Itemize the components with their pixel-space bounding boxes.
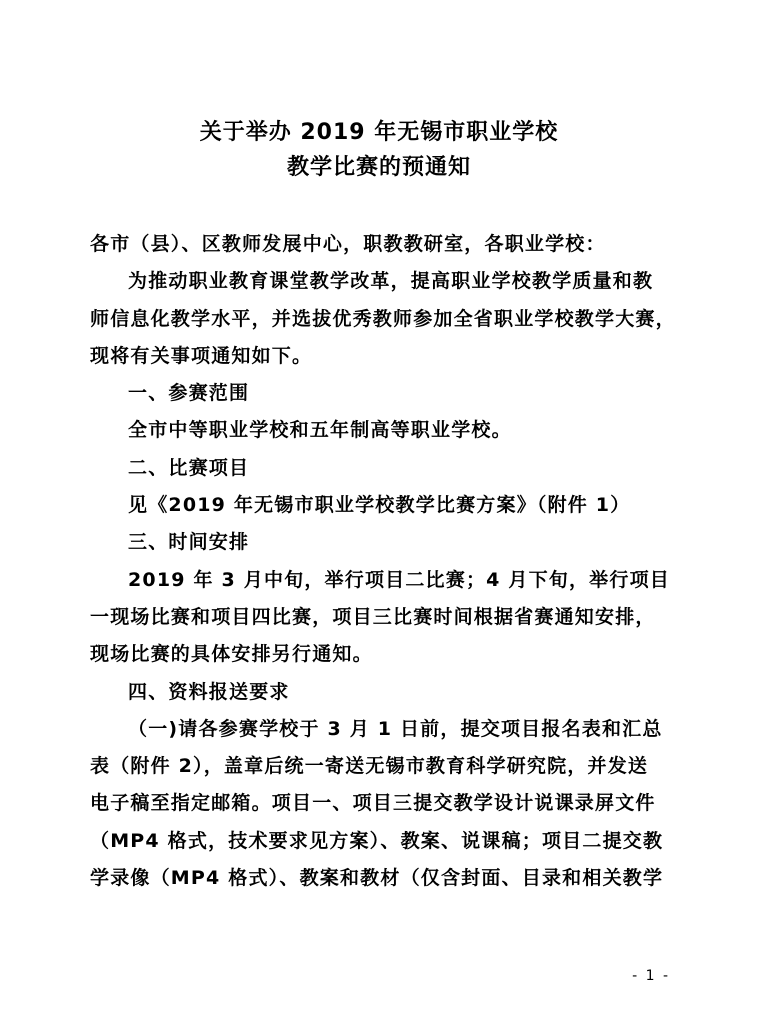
body-line: 见《2019 年无锡市职业学校教学比赛方案》（附件 1）	[128, 494, 631, 517]
body-line: 为推动职业教育课堂教学改革，提高职业学校教学质量和教	[128, 270, 654, 293]
title-line-2: 教学比赛的预通知	[286, 155, 471, 180]
body-line: 一现场比赛和项目四比赛，项目三比赛时间根据省赛通知安排，	[90, 605, 656, 628]
body-line-salutation: 各市（县）、区教师发展中心，职教教研室，各职业学校：	[90, 233, 606, 255]
title-line-1: 关于举办 2019 年无锡市职业学校	[199, 120, 559, 145]
body-line: 电子稿至指定邮箱。项目一、项目三提交教学设计说课录屏文件	[90, 792, 656, 815]
body-line-section-1: 一、参赛范围	[128, 382, 250, 405]
body-line: 现将有关事项通知如下。	[90, 344, 313, 367]
body-line-section-2: 二、比赛项目	[128, 456, 250, 479]
body-line: 学录像（MP4 格式）、教案和教材（仅含封面、目录和相关教学	[90, 867, 664, 890]
body-line: 师信息化教学水平，并选拔优秀教师参加全省职业学校教学大赛，	[90, 307, 676, 330]
body-line: 全市中等职业学校和五年制高等职业学校。	[128, 419, 512, 442]
document-body	[90, 226, 676, 897]
body-line: 现场比赛的具体安排另行通知。	[90, 643, 373, 666]
body-line: （一)请各参赛学校于 3 月 1 日前，提交项目报名表和汇总	[128, 717, 663, 740]
body-line: 表（附件 2），盖章后统一寄送无锡市教育科学研究院，并发送	[90, 755, 649, 778]
body-line-section-4: 四、资料报送要求	[128, 680, 290, 703]
body-line-section-3: 三、时间安排	[128, 531, 250, 554]
page-number: - 1 -	[632, 968, 670, 984]
body-line: （MP4 格式，技术要求见方案）、教案、说课稿；项目二提交教	[90, 829, 664, 852]
document-title	[0, 115, 758, 185]
body-line: 2019 年 3 月中旬，举行项目二比赛；4 月下旬，举行项目	[128, 568, 670, 591]
